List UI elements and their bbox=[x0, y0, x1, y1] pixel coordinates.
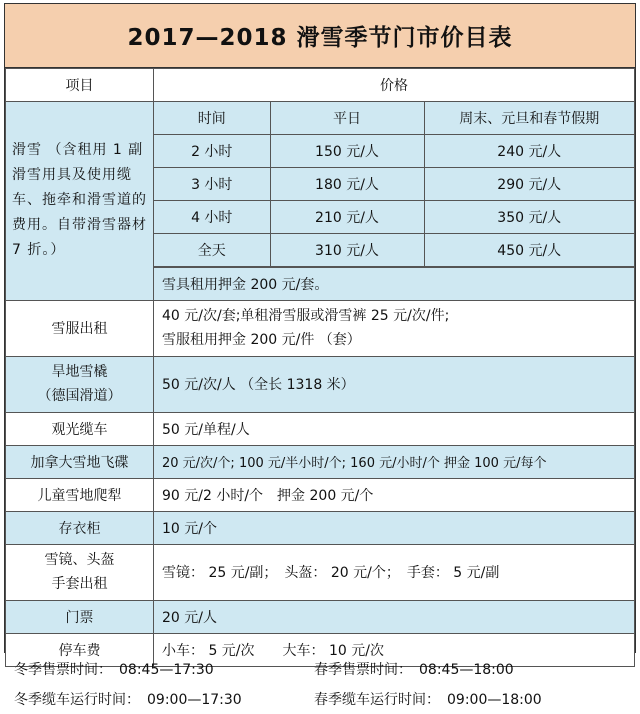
item-price: 小车： 5 元/次 大车： 10 元/次 bbox=[154, 633, 635, 666]
item-name bbox=[6, 544, 154, 600]
item-price: 20 元/人 bbox=[154, 600, 635, 633]
item-name: 加拿大雪地飞碟 bbox=[6, 445, 154, 478]
page-title: 2017—2018 滑雪季节门市价目表 bbox=[5, 4, 635, 68]
item-name: 门票 bbox=[6, 600, 154, 633]
ski-weekday-price: 150 元/人 bbox=[270, 134, 424, 167]
price-sheet bbox=[4, 3, 636, 659]
table-row bbox=[6, 478, 635, 511]
item-name: 儿童雪地爬犁 bbox=[6, 478, 154, 511]
ski-price-header bbox=[154, 102, 634, 134]
item-price bbox=[154, 300, 635, 356]
item-price: 20 元/次/个; 100 元/半小时/个; 160 元/小时/个 押金 100 元/每个 bbox=[154, 445, 635, 478]
ski-time: 2 小时 bbox=[154, 134, 270, 167]
table-row bbox=[154, 233, 634, 266]
item-price-line: 雪服租用押金 200 元/件 （套） bbox=[162, 332, 361, 348]
item-name: 存衣柜 bbox=[6, 511, 154, 544]
item-name-line: 手套出租 bbox=[51, 576, 108, 592]
table-row bbox=[6, 412, 635, 445]
table-row bbox=[154, 200, 634, 233]
ski-time: 4 小时 bbox=[154, 200, 270, 233]
header-row bbox=[6, 69, 635, 102]
ticket-hours-row bbox=[14, 654, 626, 684]
ski-time: 全天 bbox=[154, 233, 270, 266]
table-row bbox=[154, 167, 634, 200]
price-table bbox=[5, 68, 635, 667]
ski-deposit: 雪具租用押金 200 元/套。 bbox=[154, 267, 635, 300]
item-price: 50 元/次/人 （全长 1318 米） bbox=[154, 356, 635, 412]
table-row bbox=[6, 600, 635, 633]
header-price: 价格 bbox=[154, 69, 635, 102]
ski-col-weekday: 平日 bbox=[270, 102, 424, 134]
spring-ticket-hours: 春季售票时间： 08:45—18:00 bbox=[314, 662, 514, 678]
table-row bbox=[6, 300, 635, 356]
item-price-line: 40 元/次/套;单租滑雪服或滑雪裤 25 元/次/件; bbox=[162, 308, 450, 324]
ski-price-table bbox=[154, 102, 634, 267]
winter-cable-hours: 冬季缆车运行时间： 09:00—17:30 bbox=[14, 692, 242, 708]
ski-holiday-price: 240 元/人 bbox=[424, 134, 634, 167]
item-name: 雪服出租 bbox=[6, 300, 154, 356]
item-name-line: 旱地雪橇 bbox=[51, 364, 108, 380]
header-item: 项目 bbox=[6, 69, 154, 102]
ski-time: 3 小时 bbox=[154, 167, 270, 200]
table-row bbox=[6, 511, 635, 544]
ski-price-cell bbox=[154, 102, 635, 268]
cable-hours-row bbox=[14, 684, 626, 714]
ski-row bbox=[6, 102, 635, 268]
ski-holiday-price: 290 元/人 bbox=[424, 167, 634, 200]
table-row bbox=[154, 134, 634, 167]
spring-cable-hours: 春季缆车运行时间： 09:00—18:00 bbox=[314, 692, 542, 708]
ski-label: 滑雪 （含租用 1 副滑雪用具及使用缆车、拖牵和滑雪道的费用。自带滑雪器材 7 折。） bbox=[6, 102, 154, 301]
item-price: 10 元/个 bbox=[154, 511, 635, 544]
table-row bbox=[6, 445, 635, 478]
ski-col-holiday: 周末、元旦和春节假期 bbox=[424, 102, 634, 134]
item-name: 观光缆车 bbox=[6, 412, 154, 445]
winter-ticket-hours: 冬季售票时间： 08:45—17:30 bbox=[14, 662, 214, 678]
item-name: 停车费 bbox=[6, 633, 154, 666]
ski-weekday-price: 180 元/人 bbox=[270, 167, 424, 200]
item-price: 雪镜： 25 元/副； 头盔： 20 元/个； 手套： 5 元/副 bbox=[154, 544, 635, 600]
hours-footer bbox=[14, 654, 626, 714]
table-row bbox=[6, 544, 635, 600]
table-row bbox=[6, 356, 635, 412]
ski-weekday-price: 310 元/人 bbox=[270, 233, 424, 266]
ski-holiday-price: 350 元/人 bbox=[424, 200, 634, 233]
item-name-line: （德国滑道） bbox=[37, 388, 122, 404]
ski-col-time: 时间 bbox=[154, 102, 270, 134]
item-name bbox=[6, 356, 154, 412]
item-price: 90 元/2 小时/个 押金 200 元/个 bbox=[154, 478, 635, 511]
ski-holiday-price: 450 元/人 bbox=[424, 233, 634, 266]
ski-weekday-price: 210 元/人 bbox=[270, 200, 424, 233]
item-name-line: 雪镜、头盔 bbox=[44, 552, 115, 568]
item-price: 50 元/单程/人 bbox=[154, 412, 635, 445]
